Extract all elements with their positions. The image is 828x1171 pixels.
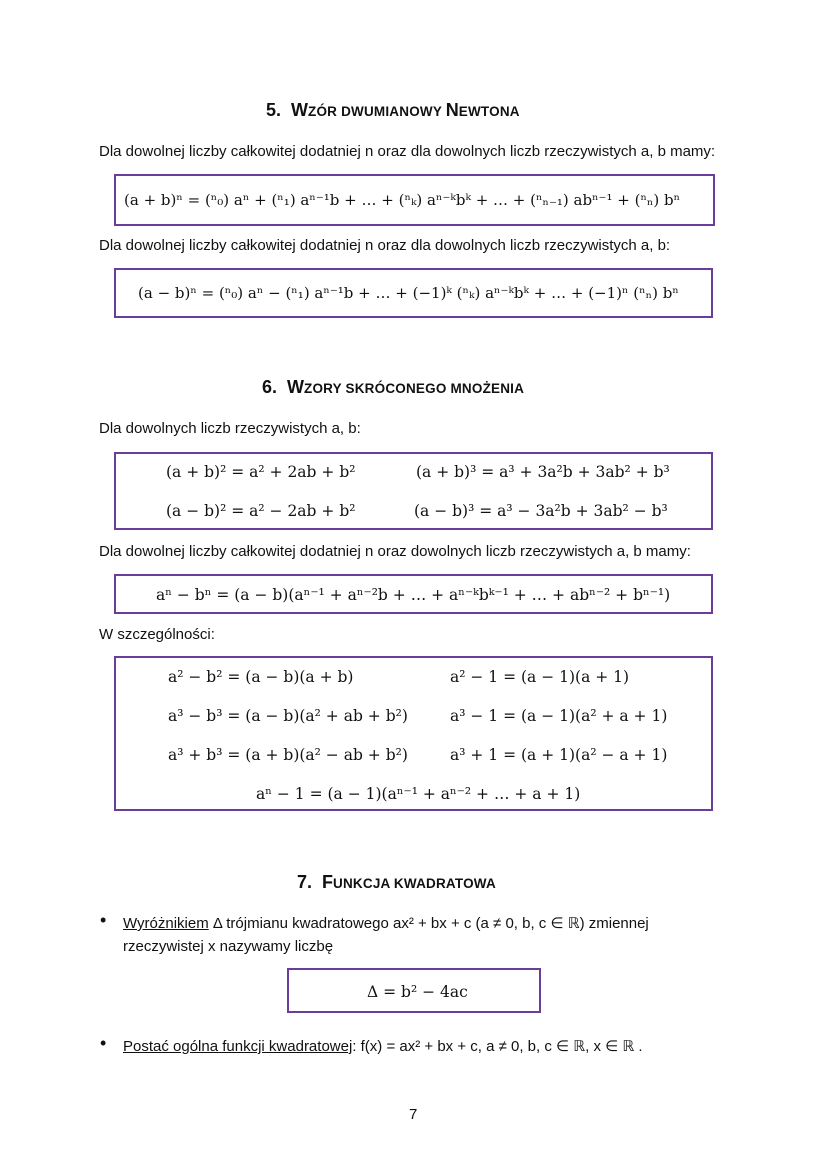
binomial-plus-formula: (a + b)ⁿ = (ⁿ₀) aⁿ + (ⁿ₁) aⁿ⁻¹b + … + (ⁿₖ) aⁿ⁻ᵏbᵏ + … + (ⁿₙ₋₁) abⁿ⁻¹ + (ⁿₙ) bⁿ xyxy=(124,191,681,209)
formula-power-minus-one: aⁿ − 1 = (a − 1)(aⁿ⁻¹ + aⁿ⁻² + … + a + 1) xyxy=(256,785,581,803)
formula-square-minus: (a − b)² = a² − 2ab + b² xyxy=(166,502,356,520)
discriminant-text-line2: rzeczywistej x nazywamy liczbę xyxy=(123,938,334,955)
formula-cube-minus: (a − b)³ = a³ − 3a²b + 3ab² − b³ xyxy=(414,502,668,520)
discriminant-definition: Δ trójmianu kwadratowego ax² + bx + c (a ≠ 0, b, c ∈ ℝ) zmiennej xyxy=(208,915,649,932)
discriminant-term: Wyróżnikiem xyxy=(123,915,209,932)
title-part: ZORY SKRÓCONEGO MNOŻENIA xyxy=(304,381,525,396)
title-part: F xyxy=(322,872,334,892)
title-part: ZÓR DWUMIANOWY xyxy=(308,104,446,119)
short-mult-box xyxy=(114,452,713,530)
general-form-text xyxy=(123,1037,643,1055)
binomial-minus-box xyxy=(114,268,713,318)
sec6-intro-3: W szczególności: xyxy=(99,626,215,643)
section-number: 5. xyxy=(266,100,282,120)
power-difference-formula: aⁿ − bⁿ = (a − b)(aⁿ⁻¹ + aⁿ⁻²b + … + aⁿ⁻ᵏbᵏ⁻¹ + … + abⁿ⁻² + bⁿ⁻¹) xyxy=(156,586,671,604)
power-difference-box xyxy=(114,574,713,614)
sec5-intro-1: Dla dowolnej liczby całkowitej dodatniej n oraz dla dowolnych liczb rzeczywistych a, b mamy: xyxy=(99,143,716,160)
title-part: W xyxy=(291,100,309,120)
formula-diff-squares: a² − b² = (a − b)(a + b) xyxy=(168,668,354,686)
section-5-title xyxy=(266,100,520,121)
discriminant-text xyxy=(123,914,649,932)
title-part: UNKCJA KWADRATOWA xyxy=(333,876,496,891)
sec5-intro-2: Dla dowolnej liczby całkowitej dodatniej n oraz dla dowolnych liczb rzeczywistych a, b: xyxy=(99,237,671,254)
formula-diff-cubes: a³ − b³ = (a − b)(a² + ab + b²) xyxy=(168,707,408,725)
discriminant-formula: Δ = b² − 4ac xyxy=(367,983,468,1001)
sec6-intro-1: Dla dowolnych liczb rzeczywistych a, b: xyxy=(99,420,361,437)
formula-cube-minus-one: a³ − 1 = (a − 1)(a² + a + 1) xyxy=(450,707,668,725)
formula-sum-cubes: a³ + b³ = (a + b)(a² − ab + b²) xyxy=(168,746,408,764)
general-form-formula: : f(x) = ax² + bx + c, a ≠ 0, b, c ∈ ℝ, x ∈ ℝ . xyxy=(352,1038,643,1055)
discriminant-box xyxy=(287,968,541,1013)
title-part: EWTONA xyxy=(458,104,520,119)
title-part: N xyxy=(445,100,459,120)
general-form-term: Postać ogólna funkcji kwadratowej xyxy=(123,1038,353,1055)
formula-square-plus: (a + b)² = a² + 2ab + b² xyxy=(166,463,356,481)
formula-square-minus-one: a² − 1 = (a − 1)(a + 1) xyxy=(450,668,630,686)
formula-cube-plus: (a + b)³ = a³ + 3a²b + 3ab² + b³ xyxy=(416,463,670,481)
bullet-icon: • xyxy=(100,910,107,930)
page-number: 7 xyxy=(409,1106,418,1123)
sec6-intro-2: Dla dowolnej liczby całkowitej dodatniej n oraz dowolnych liczb rzeczywistych a, b mamy: xyxy=(99,543,691,560)
formula-cube-plus-one: a³ + 1 = (a + 1)(a² − a + 1) xyxy=(450,746,668,764)
special-cases-box xyxy=(114,656,713,811)
section-7-title xyxy=(297,872,496,893)
bullet-icon: • xyxy=(100,1033,107,1053)
section-6-title xyxy=(262,377,524,398)
binomial-minus-formula: (a − b)ⁿ = (ⁿ₀) aⁿ − (ⁿ₁) aⁿ⁻¹b + … + (−1)ᵏ (ⁿₖ) aⁿ⁻ᵏbᵏ + … + (−1)ⁿ (ⁿₙ) bⁿ xyxy=(138,284,679,302)
binomial-plus-box xyxy=(114,174,715,226)
section-number: 6. xyxy=(262,377,278,397)
section-number: 7. xyxy=(297,872,313,892)
title-part: W xyxy=(287,377,305,397)
